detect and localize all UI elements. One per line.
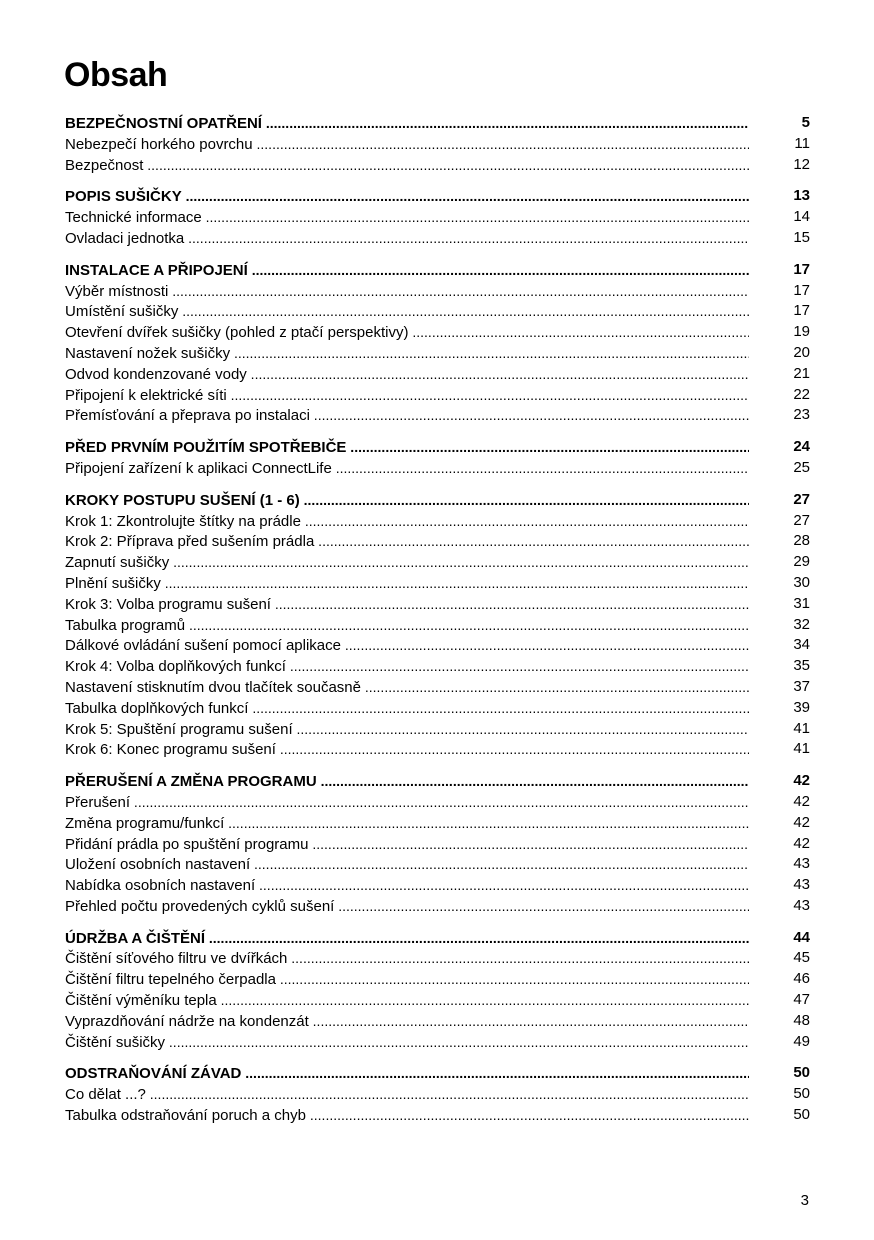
- toc-section-heading-page-number: 27: [793, 490, 810, 508]
- toc-entry-label: Změna programu/funkcí .....: [65, 813, 749, 835]
- toc-entry-page-number: 14: [793, 208, 810, 226]
- toc-entry[interactable]: [65, 834, 810, 855]
- toc-entry-page-number: 41: [793, 740, 810, 758]
- toc-section-heading-page-number: 13: [793, 187, 810, 205]
- toc-entry-label: Uložení osobních nastavení .....: [65, 854, 749, 876]
- toc-section-heading-label: ODSTRAŇOVÁNÍ ZÁVAD .....: [65, 1063, 749, 1085]
- toc-entry[interactable]: [65, 792, 810, 813]
- toc-entry-page-number: 43: [793, 876, 810, 894]
- toc-entry[interactable]: [65, 677, 810, 698]
- toc-section-heading-label: PŘED PRVNÍM POUŽITÍM SPOTŘEBIČE .....: [65, 437, 749, 459]
- toc-section: [65, 260, 810, 426]
- toc-entry[interactable]: [65, 573, 810, 594]
- toc-entry[interactable]: [65, 1032, 810, 1053]
- toc-entry[interactable]: [65, 322, 810, 343]
- toc-section-heading[interactable]: [65, 437, 810, 458]
- toc-entry[interactable]: [65, 364, 810, 385]
- toc-entry-page-number: 20: [793, 343, 810, 361]
- toc-entry[interactable]: [65, 1105, 810, 1126]
- toc-entry-label: Přemísťování a přeprava po instalaci .....: [65, 405, 749, 427]
- toc-entry-label: Odvod kondenzované vody .....: [65, 364, 749, 386]
- toc-entry[interactable]: [65, 458, 810, 479]
- toc-entry-page-number: 32: [793, 615, 810, 633]
- page-title: Obsah: [64, 56, 168, 94]
- toc-entry[interactable]: [65, 875, 810, 896]
- toc-section: [65, 113, 810, 175]
- toc-entry[interactable]: [65, 281, 810, 302]
- toc-entry-page-number: 12: [793, 155, 810, 173]
- toc-entry-label: Co dělat ...? .....: [65, 1084, 749, 1106]
- toc-entry-page-number: 11: [794, 134, 810, 152]
- toc-entry-page-number: 17: [793, 281, 810, 299]
- toc-entry[interactable]: [65, 719, 810, 740]
- toc-entry-page-number: 47: [793, 991, 810, 1009]
- toc-section-heading-page-number: 42: [793, 772, 810, 790]
- toc-entry-page-number: 45: [793, 949, 810, 967]
- toc-entry-label: Nastavení nožek sušičky .....: [65, 343, 749, 365]
- toc-entry-page-number: 19: [793, 323, 810, 341]
- toc-entry-page-number: 41: [793, 719, 810, 737]
- toc-entry-page-number: 37: [793, 677, 810, 695]
- toc-section-heading[interactable]: [65, 771, 810, 792]
- toc-entry[interactable]: [65, 552, 810, 573]
- toc-entry-page-number: 50: [793, 1085, 810, 1103]
- toc-entry-label: Přehled počtu provedených cyklů sušení .....: [65, 896, 749, 918]
- toc-section-heading[interactable]: [65, 928, 810, 949]
- toc-section-heading-page-number: 24: [793, 438, 810, 456]
- toc-entry-page-number: 49: [793, 1032, 810, 1050]
- toc-section: [65, 437, 810, 479]
- toc-entry-label: Umístění sušičky .....: [65, 301, 749, 323]
- toc-entry[interactable]: [65, 969, 810, 990]
- toc-entry[interactable]: [65, 1084, 810, 1105]
- toc-entry[interactable]: [65, 301, 810, 322]
- toc-entry-page-number: 25: [793, 458, 810, 476]
- toc-entry-page-number: 15: [793, 228, 810, 246]
- toc-section-heading-label: KROKY POSTUPU SUŠENÍ (1 - 6) .....: [65, 490, 749, 512]
- toc-section: [65, 1063, 810, 1125]
- toc-entry-page-number: 17: [793, 302, 810, 320]
- toc-section-heading[interactable]: [65, 490, 810, 511]
- toc-entry-page-number: 29: [793, 553, 810, 571]
- toc-entry[interactable]: [65, 635, 810, 656]
- toc-entry-page-number: 31: [793, 594, 810, 612]
- toc-entry-label: Nebezpečí horkého povrchu .....: [65, 134, 749, 156]
- toc-section-heading-page-number: 44: [793, 928, 810, 946]
- toc-section-heading-label: ÚDRŽBA A ČIŠTĚNÍ .....: [65, 928, 749, 950]
- toc-entry-label: Dálkové ovládání sušení pomocí aplikace .....: [65, 635, 749, 657]
- toc-entry[interactable]: [65, 531, 810, 552]
- toc-section: [65, 771, 810, 917]
- toc-entry[interactable]: [65, 134, 810, 155]
- toc-section-heading-page-number: 50: [793, 1064, 810, 1082]
- page-number: 3: [800, 1192, 809, 1209]
- toc-entry-label: Krok 3: Volba programu sušení .....: [65, 594, 749, 616]
- toc-entry[interactable]: [65, 948, 810, 969]
- toc-entry-page-number: 43: [793, 855, 810, 873]
- toc-entry-page-number: 34: [793, 636, 810, 654]
- toc-entry-label: Nastavení stisknutím dvou tlačítek současně .....: [65, 677, 749, 699]
- toc-entry-label: Zapnutí sušičky .....: [65, 552, 749, 574]
- toc-entry-label: Připojení zařízení k aplikaci ConnectLife .....: [65, 458, 749, 480]
- toc-section-heading[interactable]: [65, 1063, 810, 1084]
- toc-section-heading-page-number: 17: [793, 260, 810, 278]
- toc-entry-page-number: 21: [793, 364, 810, 382]
- toc-entry[interactable]: [65, 594, 810, 615]
- toc-entry-page-number: 46: [793, 970, 810, 988]
- toc-entry-label: Ovladaci jednotka .....: [65, 228, 749, 250]
- toc-entry-page-number: 23: [793, 406, 810, 424]
- toc-entry[interactable]: [65, 698, 810, 719]
- toc-entry-label: Otevření dvířek sušičky (pohled z ptačí perspektivy) .....: [65, 322, 749, 344]
- toc-entry[interactable]: [65, 615, 810, 636]
- toc-entry[interactable]: [65, 155, 810, 176]
- toc-entry-label: Vyprazdňování nádrže na kondenzát .....: [65, 1011, 749, 1033]
- toc-entry-label: Technické informace .....: [65, 207, 749, 229]
- toc-entry-page-number: 48: [793, 1011, 810, 1029]
- toc-section-heading[interactable]: [65, 186, 810, 207]
- toc-entry[interactable]: [65, 656, 810, 677]
- toc-entry-label: Krok 4: Volba doplňkových funkcí .....: [65, 656, 749, 678]
- toc-entry-page-number: 50: [793, 1106, 810, 1124]
- toc-entry-page-number: 28: [793, 532, 810, 550]
- toc-entry-label: Tabulka doplňkových funkcí .....: [65, 698, 749, 720]
- toc-entry[interactable]: [65, 343, 810, 364]
- toc-entry-label: Krok 1: Zkontrolujte štítky na prádle .....: [65, 511, 749, 533]
- toc-section-heading[interactable]: [65, 113, 810, 134]
- table-of-contents: [65, 113, 810, 1137]
- toc-entry-label: Připojení k elektrické síti .....: [65, 385, 749, 407]
- toc-entry-label: Tabulka odstraňování poruch a chyb .....: [65, 1105, 749, 1127]
- toc-section: [65, 490, 810, 760]
- toc-entry[interactable]: [65, 228, 810, 249]
- toc-entry-label: Čištění sušičky .....: [65, 1032, 749, 1054]
- toc-entry-label: Krok 5: Spuštění programu sušení .....: [65, 719, 749, 741]
- toc-entry[interactable]: [65, 1011, 810, 1032]
- toc-entry[interactable]: [65, 854, 810, 875]
- toc-entry-label: Krok 2: Příprava před sušením prádla .....: [65, 531, 749, 553]
- toc-entry-label: Přerušení .....: [65, 792, 749, 814]
- toc-section: [65, 186, 810, 248]
- toc-entry-page-number: 27: [793, 511, 810, 529]
- toc-entry-page-number: 35: [793, 657, 810, 675]
- toc-entry-page-number: 22: [793, 385, 810, 403]
- toc-entry-page-number: 30: [793, 573, 810, 591]
- toc-section-heading-label: BEZPEČNOSTNÍ OPATŘENÍ .....: [65, 113, 749, 135]
- toc-entry[interactable]: [65, 739, 810, 760]
- toc-entry[interactable]: [65, 511, 810, 532]
- toc-entry-label: Přidání prádla po spuštění programu .....: [65, 834, 749, 856]
- toc-section-heading-label: INSTALACE A PŘIPOJENÍ .....: [65, 260, 749, 282]
- toc-entry[interactable]: [65, 405, 810, 426]
- toc-entry-label: Čištění síťového filtru ve dvířkách .....: [65, 948, 749, 970]
- toc-section: [65, 928, 810, 1053]
- toc-entry-label: Výběr místnosti .....: [65, 281, 749, 303]
- toc-entry[interactable]: [65, 896, 810, 917]
- toc-entry-label: Čištění výměníku tepla .....: [65, 990, 749, 1012]
- toc-entry-label: Bezpečnost .....: [65, 155, 749, 177]
- toc-entry-page-number: 42: [793, 792, 810, 810]
- toc-entry-page-number: 39: [793, 698, 810, 716]
- toc-entry-label: Krok 6: Konec programu sušení .....: [65, 739, 749, 761]
- toc-entry[interactable]: [65, 813, 810, 834]
- toc-entry-label: Čištění filtru tepelného čerpadla .....: [65, 969, 749, 991]
- toc-entry[interactable]: [65, 990, 810, 1011]
- toc-entry-page-number: 42: [793, 834, 810, 852]
- toc-entry-page-number: 42: [793, 813, 810, 831]
- toc-entry[interactable]: [65, 385, 810, 406]
- toc-entry-label: Nabídka osobních nastavení .....: [65, 875, 749, 897]
- toc-entry-label: Plnění sušičky .....: [65, 573, 749, 595]
- toc-section-heading[interactable]: [65, 260, 810, 281]
- toc-entry-page-number: 43: [793, 896, 810, 914]
- toc-section-heading-label: PŘERUŠENÍ A ZMĚNA PROGRAMU .....: [65, 771, 749, 793]
- toc-section-heading-label: POPIS SUŠIČKY .....: [65, 186, 749, 208]
- toc-section-heading-page-number: 5: [801, 114, 810, 131]
- toc-entry[interactable]: [65, 207, 810, 228]
- toc-entry-label: Tabulka programů .....: [65, 615, 749, 637]
